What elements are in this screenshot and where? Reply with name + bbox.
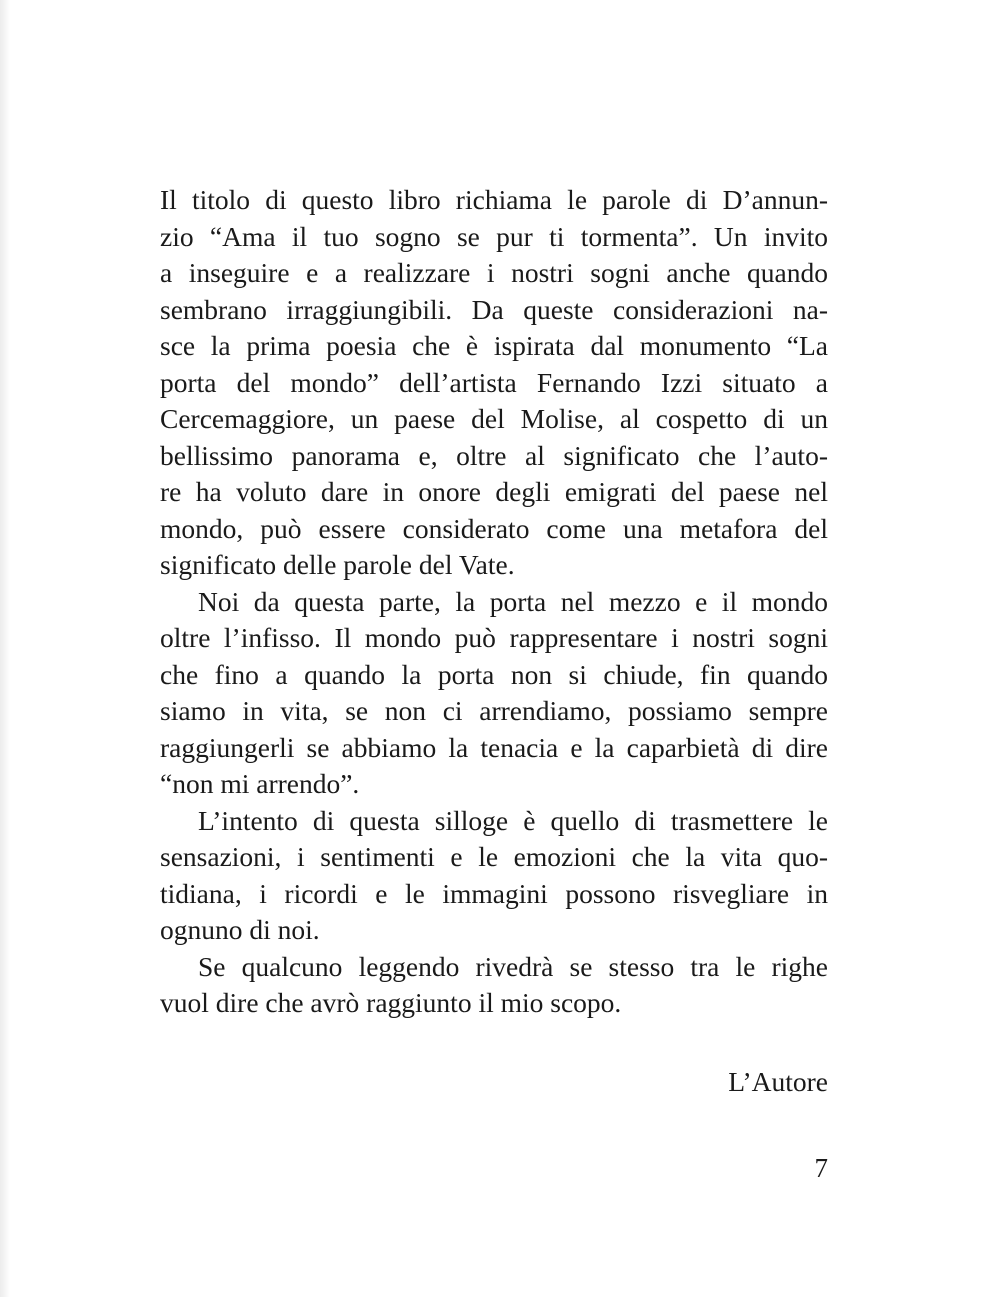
text-line: Se qualcuno leggendo rivedrà se stesso tra le righe <box>198 950 828 982</box>
text-line: siamo in vita, se non ci arrendiamo, possiamo sempre <box>160 695 828 726</box>
text-line: mondo, può essere considerato come una metafora del <box>160 512 828 544</box>
text-line: raggiungerli se abbiamo la tenacia e la caparbietà di dire <box>160 731 828 763</box>
page-number: 7 <box>814 1153 828 1183</box>
text-line: bellissimo panorama e, oltre al significato che l’auto- <box>160 439 828 471</box>
text-line: sce la prima poesia che è ispirata dal monumento “La <box>160 330 828 361</box>
text-line: vuol dire che avrò raggiunto il mio scopo. <box>160 987 622 1018</box>
text-line: a inseguire e a realizzare i nostri sogni anche quando <box>160 257 828 288</box>
text-line: significato delle parole del Vate. <box>160 549 515 580</box>
page-gutter-edge <box>0 0 10 1297</box>
text-line: Noi da questa parte, la porta nel mezzo e il mondo <box>198 585 828 617</box>
text-line: “non mi arrendo”. <box>160 768 360 799</box>
text-line: tidiana, i ricordi e le immagini possono risvegliare in <box>160 877 828 909</box>
text-line: oltre l’infisso. Il mondo può rappresentare i nostri sogni <box>160 622 828 653</box>
text-line: L’intento di questa silloge è quello di trasmettere le <box>198 804 828 836</box>
text-line: sembrano irraggiungibili. Da queste considerazioni na- <box>160 293 828 325</box>
text-line: porta del mondo” dell’artista Fernando Izzi situato a <box>160 366 828 398</box>
author-signature: L’Autore <box>728 1066 828 1097</box>
preface-text <box>160 182 828 1022</box>
text-line: che fino a quando la porta non si chiude, fin quando <box>160 658 828 690</box>
text-line: re ha voluto dare in onore degli emigrati del paese nel <box>160 476 828 507</box>
text-line: ognuno di noi. <box>160 914 320 945</box>
text-line: sensazioni, i sentimenti e le emozioni che la vita quo- <box>160 841 828 872</box>
text-line: Cercemaggiore, un paese del Molise, al cospetto di un <box>160 403 828 434</box>
text-line: zio “Ama il tuo sogno se pur ti tormenta”. Un invito <box>160 220 828 252</box>
text-line: Il titolo di questo libro richiama le parole di D’annun- <box>160 184 828 215</box>
